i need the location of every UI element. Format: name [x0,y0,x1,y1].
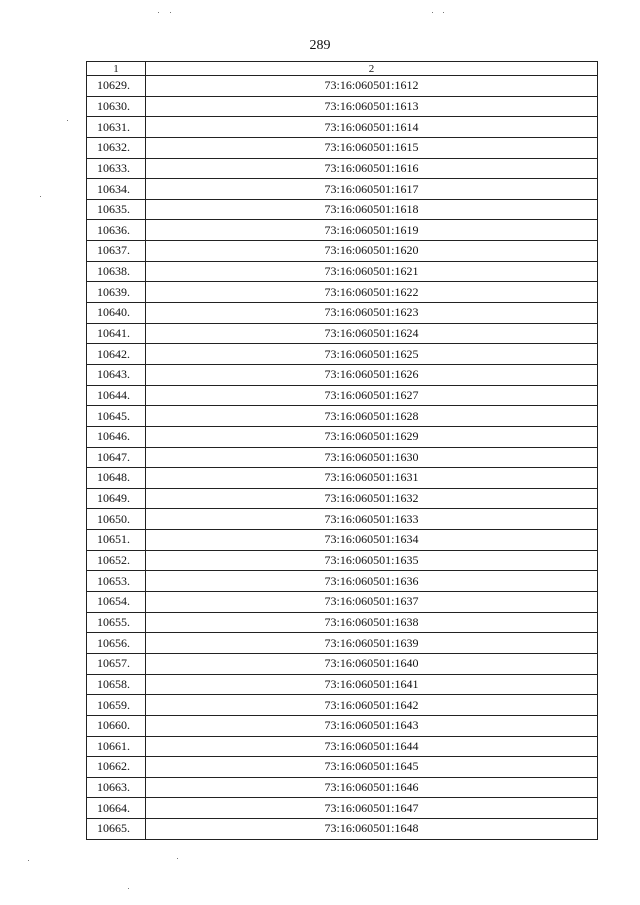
table-row [87,550,598,571]
cadastral-number: 73:16:060501:1642 [146,695,598,716]
cadastral-number: 73:16:060501:1628 [146,406,598,427]
row-number: 10656. [87,633,146,654]
table-row [87,364,598,385]
cadastral-number: 73:16:060501:1646 [146,777,598,798]
row-number: 10639. [87,282,146,303]
row-number: 10640. [87,303,146,324]
table-row [87,323,598,344]
scan-speck [432,12,433,13]
scan-speck [28,860,29,861]
row-number: 10661. [87,736,146,757]
row-number: 10665. [87,819,146,840]
cadastral-number: 73:16:060501:1619 [146,220,598,241]
row-number: 10643. [87,364,146,385]
table-row [87,798,598,819]
table-row [87,137,598,158]
cadastral-number: 73:16:060501:1645 [146,757,598,778]
row-number: 10644. [87,385,146,406]
table-row [87,674,598,695]
row-number: 10655. [87,612,146,633]
table-row [87,282,598,303]
row-number: 10638. [87,261,146,282]
table-row [87,757,598,778]
table-row [87,819,598,840]
row-number: 10657. [87,653,146,674]
table-row [87,261,598,282]
cadastral-number: 73:16:060501:1623 [146,303,598,324]
row-number: 10649. [87,488,146,509]
table-row [87,777,598,798]
table-row [87,303,598,324]
cadastral-number: 73:16:060501:1626 [146,364,598,385]
row-number: 10650. [87,509,146,530]
table-row [87,385,598,406]
row-number: 10635. [87,199,146,220]
cadastral-number: 73:16:060501:1629 [146,426,598,447]
row-number: 10629. [87,76,146,97]
cadastral-number: 73:16:060501:1644 [146,736,598,757]
table-row [87,179,598,200]
cadastral-number: 73:16:060501:1633 [146,509,598,530]
table-row [87,447,598,468]
row-number: 10645. [87,406,146,427]
cadastral-number: 73:16:060501:1615 [146,137,598,158]
cadastral-number: 73:16:060501:1624 [146,323,598,344]
cadastral-number: 73:16:060501:1617 [146,179,598,200]
table-row [87,220,598,241]
row-number: 10634. [87,179,146,200]
row-number: 10641. [87,323,146,344]
table-row [87,715,598,736]
cadastral-number: 73:16:060501:1647 [146,798,598,819]
cadastral-number: 73:16:060501:1625 [146,344,598,365]
table-row [87,695,598,716]
table-row [87,96,598,117]
row-number: 10659. [87,695,146,716]
table-row [87,199,598,220]
cadastral-number: 73:16:060501:1622 [146,282,598,303]
cadastral-number: 73:16:060501:1639 [146,633,598,654]
cadastral-number: 73:16:060501:1620 [146,241,598,262]
cadastral-number: 73:16:060501:1630 [146,447,598,468]
row-number: 10646. [87,426,146,447]
row-number: 10662. [87,757,146,778]
scan-speck [443,12,444,13]
row-number: 10658. [87,674,146,695]
cadastral-number: 73:16:060501:1621 [146,261,598,282]
table-row [87,117,598,138]
scan-speck [67,120,68,121]
row-number: 10632. [87,137,146,158]
scan-speck [158,12,159,13]
table-row [87,426,598,447]
cadastral-number: 73:16:060501:1616 [146,158,598,179]
table-row [87,158,598,179]
cadastral-number: 73:16:060501:1612 [146,76,598,97]
row-number: 10647. [87,447,146,468]
cadastral-number: 73:16:060501:1638 [146,612,598,633]
row-number: 10651. [87,530,146,551]
table-row [87,530,598,551]
table-row [87,488,598,509]
column-header-2: 2 [146,62,598,76]
table-row [87,344,598,365]
table-row [87,241,598,262]
cadastral-number: 73:16:060501:1634 [146,530,598,551]
row-number: 10663. [87,777,146,798]
table-header-row [87,62,598,76]
table-row [87,612,598,633]
cadastral-number: 73:16:060501:1631 [146,468,598,489]
scan-speck [128,888,129,889]
table-row [87,76,598,97]
row-number: 10660. [87,715,146,736]
table-row [87,736,598,757]
cadastral-number: 73:16:060501:1627 [146,385,598,406]
cadastral-number: 73:16:060501:1614 [146,117,598,138]
cadastral-number: 73:16:060501:1648 [146,819,598,840]
row-number: 10631. [87,117,146,138]
cadastral-number: 73:16:060501:1613 [146,96,598,117]
cadastral-number: 73:16:060501:1632 [146,488,598,509]
cadastral-table [86,61,598,840]
table-row [87,571,598,592]
table-row [87,468,598,489]
row-number: 10637. [87,241,146,262]
row-number: 10633. [87,158,146,179]
scan-speck [40,196,41,197]
page-number: 289 [309,38,331,53]
table-row [87,592,598,613]
row-number: 10653. [87,571,146,592]
row-number: 10636. [87,220,146,241]
row-number: 10652. [87,550,146,571]
cadastral-number: 73:16:060501:1643 [146,715,598,736]
row-number: 10664. [87,798,146,819]
row-number: 10642. [87,344,146,365]
row-number: 10630. [87,96,146,117]
cadastral-number: 73:16:060501:1637 [146,592,598,613]
cadastral-number: 73:16:060501:1636 [146,571,598,592]
column-header-1: 1 [87,62,146,76]
cadastral-number: 73:16:060501:1635 [146,550,598,571]
cadastral-number: 73:16:060501:1618 [146,199,598,220]
scan-speck [170,12,171,13]
cadastral-number: 73:16:060501:1641 [146,674,598,695]
table-row [87,406,598,427]
row-number: 10654. [87,592,146,613]
scan-speck [177,858,178,859]
table-row [87,509,598,530]
table-row [87,633,598,654]
table-row [87,653,598,674]
cadastral-number: 73:16:060501:1640 [146,653,598,674]
row-number: 10648. [87,468,146,489]
